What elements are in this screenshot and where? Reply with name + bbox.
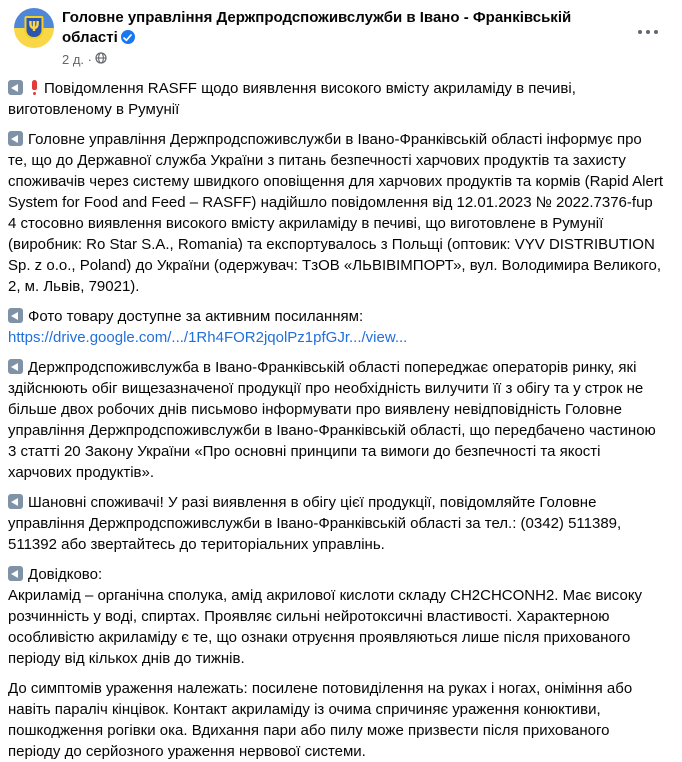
post-paragraph xyxy=(8,306,663,348)
paragraph-text: Акриламід – органічна сполука, амід акрилової кислоти складу CH2CHCONH2. Має високу розчинність у воді, спиртах. Проявляє сильні нейротоксичні властивості. Характерною особливістю акриламіду є те, що ознаки отруєння проявляються лише після прихованого періоду від кількох днів до тижнів. xyxy=(8,587,643,667)
post-paragraph xyxy=(8,357,663,483)
page-name-link[interactable]: Головне управління Держпродспоживслужби в Івано - Франківській області xyxy=(62,9,572,46)
back-arrow-emoji xyxy=(8,308,23,323)
back-arrow-emoji xyxy=(8,131,23,146)
paragraph-text: Держпродспоживслужба в Івано-Франківській області попереджає операторів ринку, які здійснюють обіг вищезазначеної продукції про необхідність вилучити її з обігу та у строк не більше двох робочих днів письмово інформувати про виявлену невідповідність Головне управління Держпродспоживслужби в Івано-Франківській області, що передбачено частиною 3 статті 20 Закону України «Про основні принципи та вимоги до безпечності та якості харчових продуктів». xyxy=(8,359,656,481)
red-exclamation-emoji xyxy=(30,80,38,95)
back-arrow-emoji xyxy=(8,494,23,509)
post-paragraph xyxy=(8,78,663,120)
page-avatar[interactable] xyxy=(14,8,54,48)
back-arrow-emoji xyxy=(8,566,23,581)
paragraph-text: Повідомлення RASFF щодо виявлення високого вмісту акриламіду в печиві, виготовленому в Румунії xyxy=(8,80,576,118)
paragraph-text: Фото товару доступне за активним посиланням: xyxy=(28,308,364,325)
paragraph-text: Головне управління Держпродспоживслужби в Івано-Франківській області інформує про те, що до Державної служба України з питань безпечності харчових продуктів та захисту споживачів через систему швидкого оповіщення для харчових продуктів та кормів (Rapid Alert System for Food and Feed – RASFF) надійшло повідомлення від 12.01.2023 № 2022.7376-fup 4 стосовно виявлення високого вмісту акриламіду в печиві, що виготовлене в Румунії (виробник: Ro Star S.A., Romania) та експортувалось з Польщі (оптовик: VYV DISTRIBUTION Sp. z o.o., Poland) до України (одержувач: ТзОВ «ЛЬВІВІМПОРТ», вул. Володимира Великого, 2, м. Львів, 79021). xyxy=(8,131,664,295)
back-arrow-emoji xyxy=(8,80,23,95)
globe-public-icon xyxy=(95,51,107,68)
post-meta xyxy=(62,50,607,68)
verified-badge-icon xyxy=(121,30,135,44)
more-options-button[interactable] xyxy=(630,18,666,46)
more-options-icon xyxy=(638,30,642,34)
paragraph-heading: Довідково: xyxy=(28,566,103,583)
photo-drive-link[interactable]: https://drive.google.com/.../1Rh4FOR2jqolPz1pfGJr.../view... xyxy=(8,329,408,346)
back-arrow-emoji xyxy=(8,359,23,374)
header-text xyxy=(62,8,607,68)
post-body xyxy=(0,70,682,762)
post-paragraph xyxy=(8,492,663,555)
ukraine-coat-of-arms-icon: Ψ xyxy=(25,16,44,39)
timestamp[interactable]: 2 д. · xyxy=(62,51,92,67)
post-paragraph xyxy=(8,129,663,297)
paragraph-text: До симптомів ураження належать: посилене потовиділення на руках і ногах, оніміння або навіть параліч кінцівок. Контакт акриламіду із очима спричиняє ураження конюктиви, пошкодження рогівки ока. Вдихання пари або пилу може призвести після прихованого періоду до серйозного ураження нервової системи. xyxy=(8,680,633,760)
post-paragraph xyxy=(8,678,663,762)
paragraph-text: Шановні споживачі! У разі виявлення в обігу цієї продукції, повідомляйте Головне управління Держпродспоживслужби в Івано-Франківській області за тел.: (0342) 511389, 511392 або звертайтесь до територіальних управлінь. xyxy=(8,494,622,553)
post-paragraph xyxy=(8,564,663,669)
post-header xyxy=(0,0,682,70)
